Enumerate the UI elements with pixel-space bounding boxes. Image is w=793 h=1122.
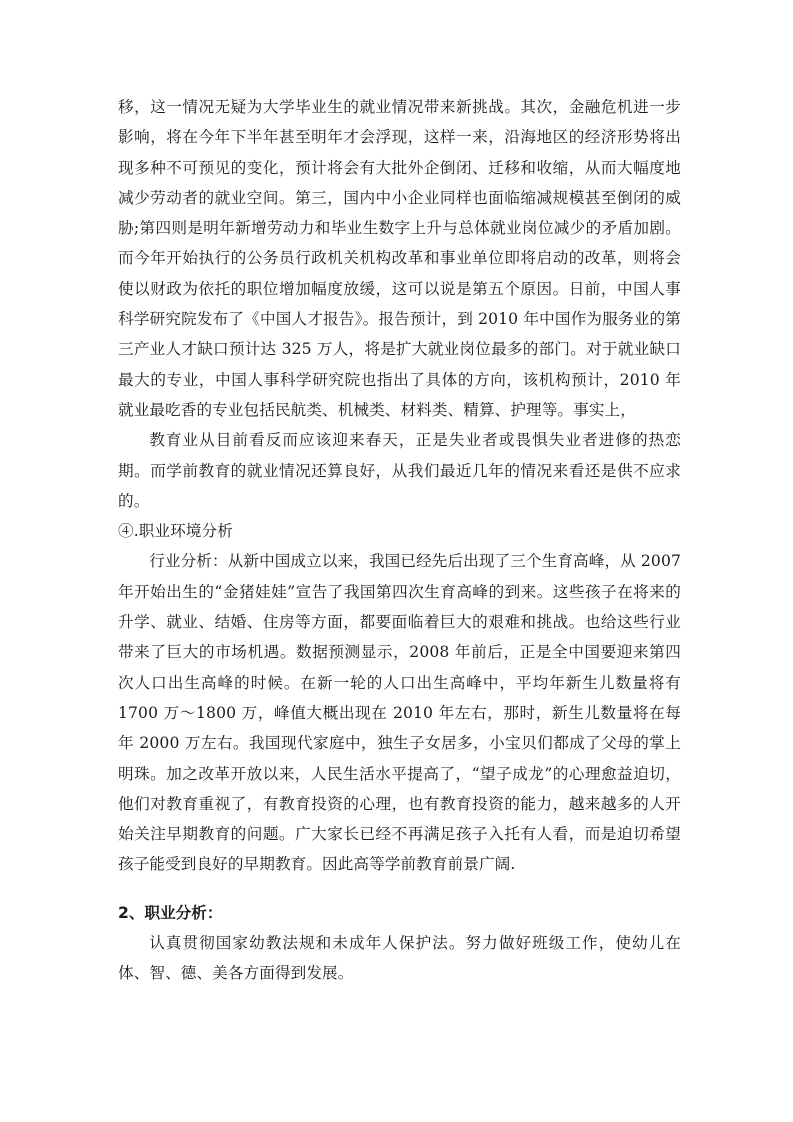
paragraph-career-duties: 认真贯彻国家幼教法规和未成年人保护法。努力做好班级工作，使幼儿在体、智、德、美各方面得到发展。 — [118, 934, 681, 983]
paragraph-industry-analysis: 行业分析：从新中国成立以来，我国已经先后出现了三个生育高峰，从 2007 年开始出生的“金猪娃娃”宣告了我国第四次生育高峰的到来。这些孩子在将来的升学、就业、结婚、住房等方面，都要面临着巨大的艰难和挑战。也给这些行业带来了巨大的市场机遇。数据预测显示，2008 年前后，正是全中国要迎来第四次人口出生高峰的时候。在新一轮的人口出生高峰中，平均年新生儿数量将有 1700 万～1800 万，峰值大概出现在 2010 年左右，那时，新生儿数量将在每年 2000 万左右。我国现代家庭中，独生子女居多，小宝贝们都成了父母的掌上明珠。加之改革开放以来，人民生活水平提高了，“望子成龙”的心理愈益迫切，他们对教育重视了，有教育投资的心理，也有教育投资的能力，越来越多的人开始关注早期教育的问题。广大家长已经不再满足孩子入托有人看，而是迫切希望孩子能受到良好的早期教育。因此高等学前教育前景广阔. — [118, 552, 681, 874]
paragraph-employment-challenges: 移，这一情况无疑为大学毕业生的就业情况带来新挑战。其次，金融危机进一步影响，将在今年下半年甚至明年才会浮现，这样一来，沿海地区的经济形势将出现多种不可预见的变化，预计将会有大批外企倒闭、迁移和收缩，从而大幅度地减少劳动者的就业空间。第三，国内中小企业同样也面临缩减规模甚至倒闭的威胁;第四则是明年新增劳动力和毕业生数字上升与总体就业岗位减少的矛盾加剧。而今年开始执行的公务员行政机关机构改革和事业单位即将启动的改革，则将会使以财政为依托的职位增加幅度放缓，这可以说是第五个原因。日前，中国人事科学研究院发布了《中国人才报告》。报告预计，到 2010 年中国作为服务业的第三产业人才缺口预计达 325 万人，将是扩大就业岗位最多的部门。对于就业缺口最大的专业，中国人事科学研究院也指出了具体的方向，该机构预计，2010 年就业最吃香的专业包括民航类、机械类、材料类、精算、护理等。事实上， — [118, 98, 681, 419]
section-heading-career-environment: ④.职业环境分析 — [118, 522, 233, 541]
document-body — [118, 92, 681, 989]
section-heading-career-analysis: 2、职业分析： — [118, 903, 223, 922]
paragraph-education-outlook: 教育业从目前看反而应该迎来春天，正是失业者或畏惧失业者进修的热恋期。而学前教育的就业情况还算良好，从我们最近几年的情况来看还是供不应求的。 — [118, 431, 681, 510]
